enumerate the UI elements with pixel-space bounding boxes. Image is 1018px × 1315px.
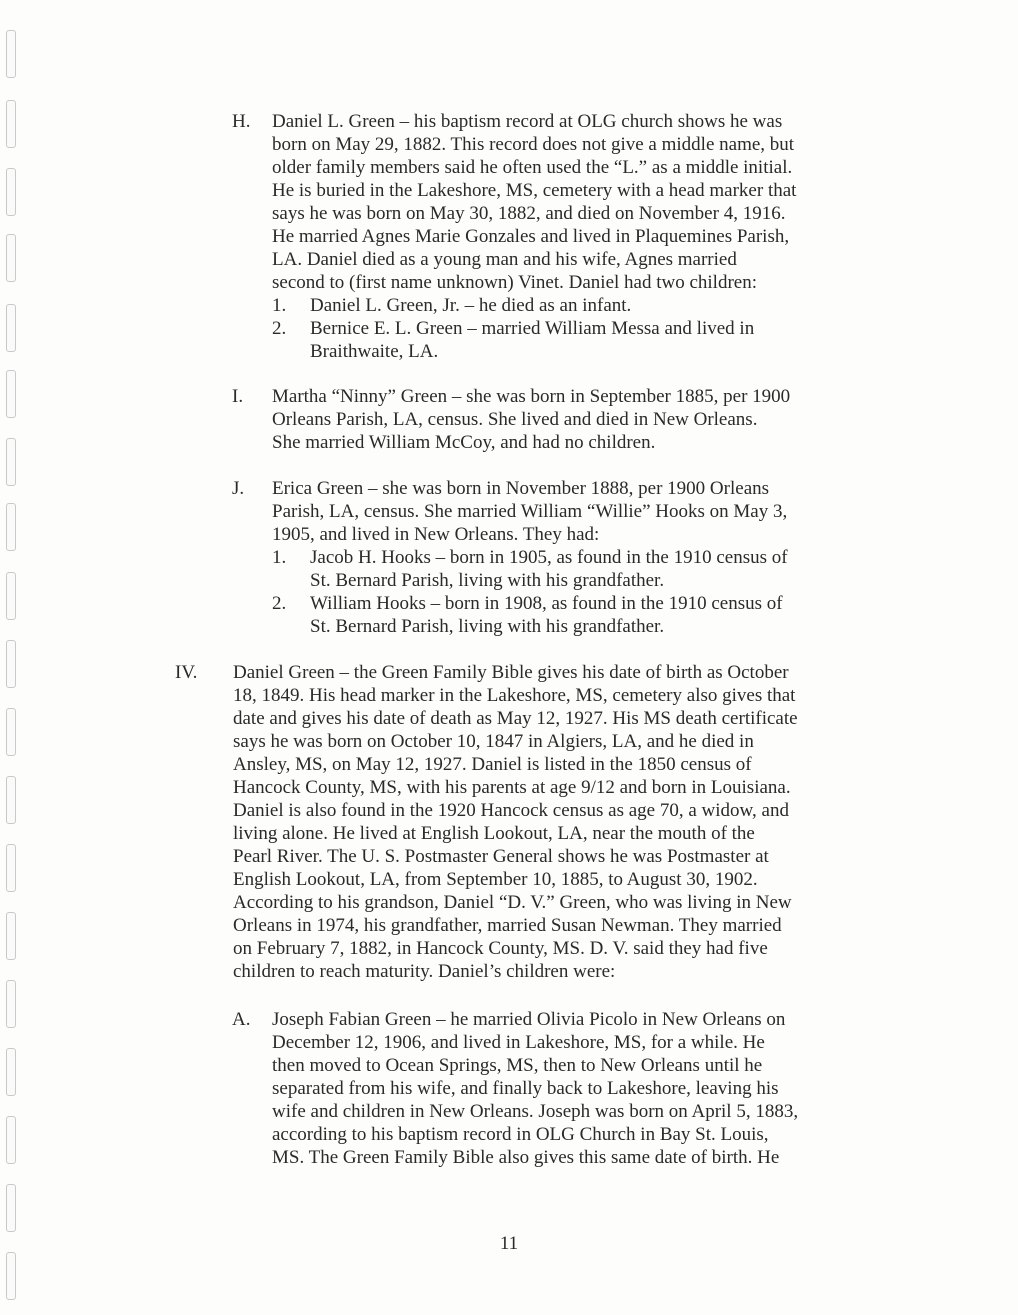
- binder-hole: [6, 1048, 16, 1096]
- binder-hole: [6, 168, 16, 216]
- list-item-number: 2.: [272, 593, 287, 614]
- text-line: according to his baptism record in OLG Church in Bay St. Louis,: [272, 1124, 769, 1145]
- text-line: living alone. He lived at English Lookout, LA, near the mouth of the: [233, 823, 755, 844]
- entry-marker: H.: [232, 111, 251, 132]
- text-line: says he was born on May 30, 1882, and died on November 4, 1916.: [272, 203, 786, 224]
- paragraph-text: [310, 592, 783, 638]
- text-line: on February 7, 1882, in Hancock County, MS. D. V. said they had five: [233, 938, 768, 959]
- text-line: wife and children in New Orleans. Joseph was born on April 5, 1883,: [272, 1101, 799, 1122]
- text-line: second to (first name unknown) Vinet. Daniel had two children:: [272, 272, 758, 293]
- binder-hole: [6, 234, 16, 282]
- binder-hole: [6, 100, 16, 148]
- text-line: Jacob H. Hooks – born in 1905, as found in the 1910 census of: [310, 547, 788, 568]
- paragraph-text: [233, 661, 798, 983]
- list-item-number: 2.: [272, 318, 287, 339]
- binder-hole: [6, 370, 16, 418]
- text-line: Daniel L. Green, Jr. – he died as an infant.: [310, 295, 632, 316]
- text-line: He is buried in the Lakeshore, MS, cemetery with a head marker that: [272, 180, 797, 201]
- text-line: then moved to Ocean Springs, MS, then to New Orleans until he: [272, 1055, 763, 1076]
- text-line: St. Bernard Parish, living with his grandfather.: [310, 616, 665, 637]
- text-line: Braithwaite, LA.: [310, 341, 439, 362]
- binder-hole: [6, 1252, 16, 1300]
- binder-hole: [6, 1184, 16, 1232]
- entry-marker: IV.: [175, 662, 198, 683]
- paragraph-text: [272, 385, 790, 454]
- binder-hole: [6, 776, 16, 824]
- entry-marker: I.: [232, 386, 244, 407]
- text-line: Daniel is also found in the 1920 Hancock census as age 70, a widow, and: [233, 800, 789, 821]
- text-line: He married Agnes Marie Gonzales and lived in Plaquemines Parish,: [272, 226, 790, 247]
- text-line: Daniel Green – the Green Family Bible gives his date of birth as October: [233, 662, 789, 683]
- text-line: Pearl River. The U. S. Postmaster General shows he was Postmaster at: [233, 846, 769, 867]
- text-line: Orleans Parish, LA, census. She lived and died in New Orleans.: [272, 409, 758, 430]
- text-line: Erica Green – she was born in November 1888, per 1900 Orleans: [272, 478, 770, 499]
- paragraph-text: [310, 546, 788, 592]
- binder-hole-margin: [4, 0, 18, 1315]
- text-line: children to reach maturity. Daniel’s children were:: [233, 961, 616, 982]
- binder-hole: [6, 304, 16, 352]
- text-line: says he was born on October 10, 1847 in Algiers, LA, and he died in: [233, 731, 754, 752]
- binder-hole: [6, 708, 16, 756]
- text-line: date and gives his date of death as May 12, 1927. His MS death certificate: [233, 708, 798, 729]
- text-line: William Hooks – born in 1908, as found in the 1910 census of: [310, 593, 783, 614]
- list-item-number: 1.: [272, 547, 287, 568]
- binder-hole: [6, 438, 16, 486]
- binder-hole: [6, 572, 16, 620]
- text-line: Ansley, MS, on May 12, 1927. Daniel is listed in the 1850 census of: [233, 754, 752, 775]
- paragraph-text: [310, 317, 754, 363]
- text-line: 1905, and lived in New Orleans. They had:: [272, 524, 600, 545]
- text-line: St. Bernard Parish, living with his grandfather.: [310, 570, 665, 591]
- entry-marker: A.: [232, 1009, 251, 1030]
- text-line: Parish, LA, census. She married William “Willie” Hooks on May 3,: [272, 501, 788, 522]
- text-line: separated from his wife, and finally back to Lakeshore, leaving his: [272, 1078, 779, 1099]
- text-line: Joseph Fabian Green – he married Olivia Picolo in New Orleans on: [272, 1009, 786, 1030]
- paragraph-text: [272, 1008, 798, 1169]
- text-line: 18, 1849. His head marker in the Lakeshore, MS, cemetery also gives that: [233, 685, 796, 706]
- text-line: Bernice E. L. Green – married William Messa and lived in: [310, 318, 755, 339]
- text-line: According to his grandson, Daniel “D. V.” Green, who was living in New: [233, 892, 792, 913]
- list-item-number: 1.: [272, 295, 287, 316]
- paragraph-text: [310, 294, 631, 317]
- text-line: LA. Daniel died as a young man and his wife, Agnes married: [272, 249, 737, 270]
- text-line: Daniel L. Green – his baptism record at OLG church shows he was: [272, 111, 783, 132]
- text-line: older family members said he often used the “L.” as a middle initial.: [272, 157, 793, 178]
- binder-hole: [6, 1116, 16, 1164]
- text-line: December 12, 1906, and lived in Lakeshore, MS, for a while. He: [272, 1032, 765, 1053]
- text-line: She married William McCoy, and had no children.: [272, 432, 656, 453]
- binder-hole: [6, 980, 16, 1028]
- binder-hole: [6, 503, 16, 551]
- page-number: 11: [499, 1233, 519, 1254]
- text-line: Martha “Ninny” Green – she was born in September 1885, per 1900: [272, 386, 791, 407]
- text-line: MS. The Green Family Bible also gives this same date of birth. He: [272, 1147, 780, 1168]
- binder-hole: [6, 640, 16, 688]
- text-line: Hancock County, MS, with his parents at age 9/12 and born in Louisiana.: [233, 777, 791, 798]
- paragraph-text: [272, 477, 787, 546]
- binder-hole: [6, 30, 16, 78]
- paragraph-text: [272, 110, 796, 294]
- binder-hole: [6, 844, 16, 892]
- binder-hole: [6, 912, 16, 960]
- text-line: Orleans in 1974, his grandfather, married Susan Newman. They married: [233, 915, 782, 936]
- text-line: English Lookout, LA, from September 10, 1885, to August 30, 1902.: [233, 869, 758, 890]
- entry-marker: J.: [232, 478, 245, 499]
- text-line: born on May 29, 1882. This record does not give a middle name, but: [272, 134, 795, 155]
